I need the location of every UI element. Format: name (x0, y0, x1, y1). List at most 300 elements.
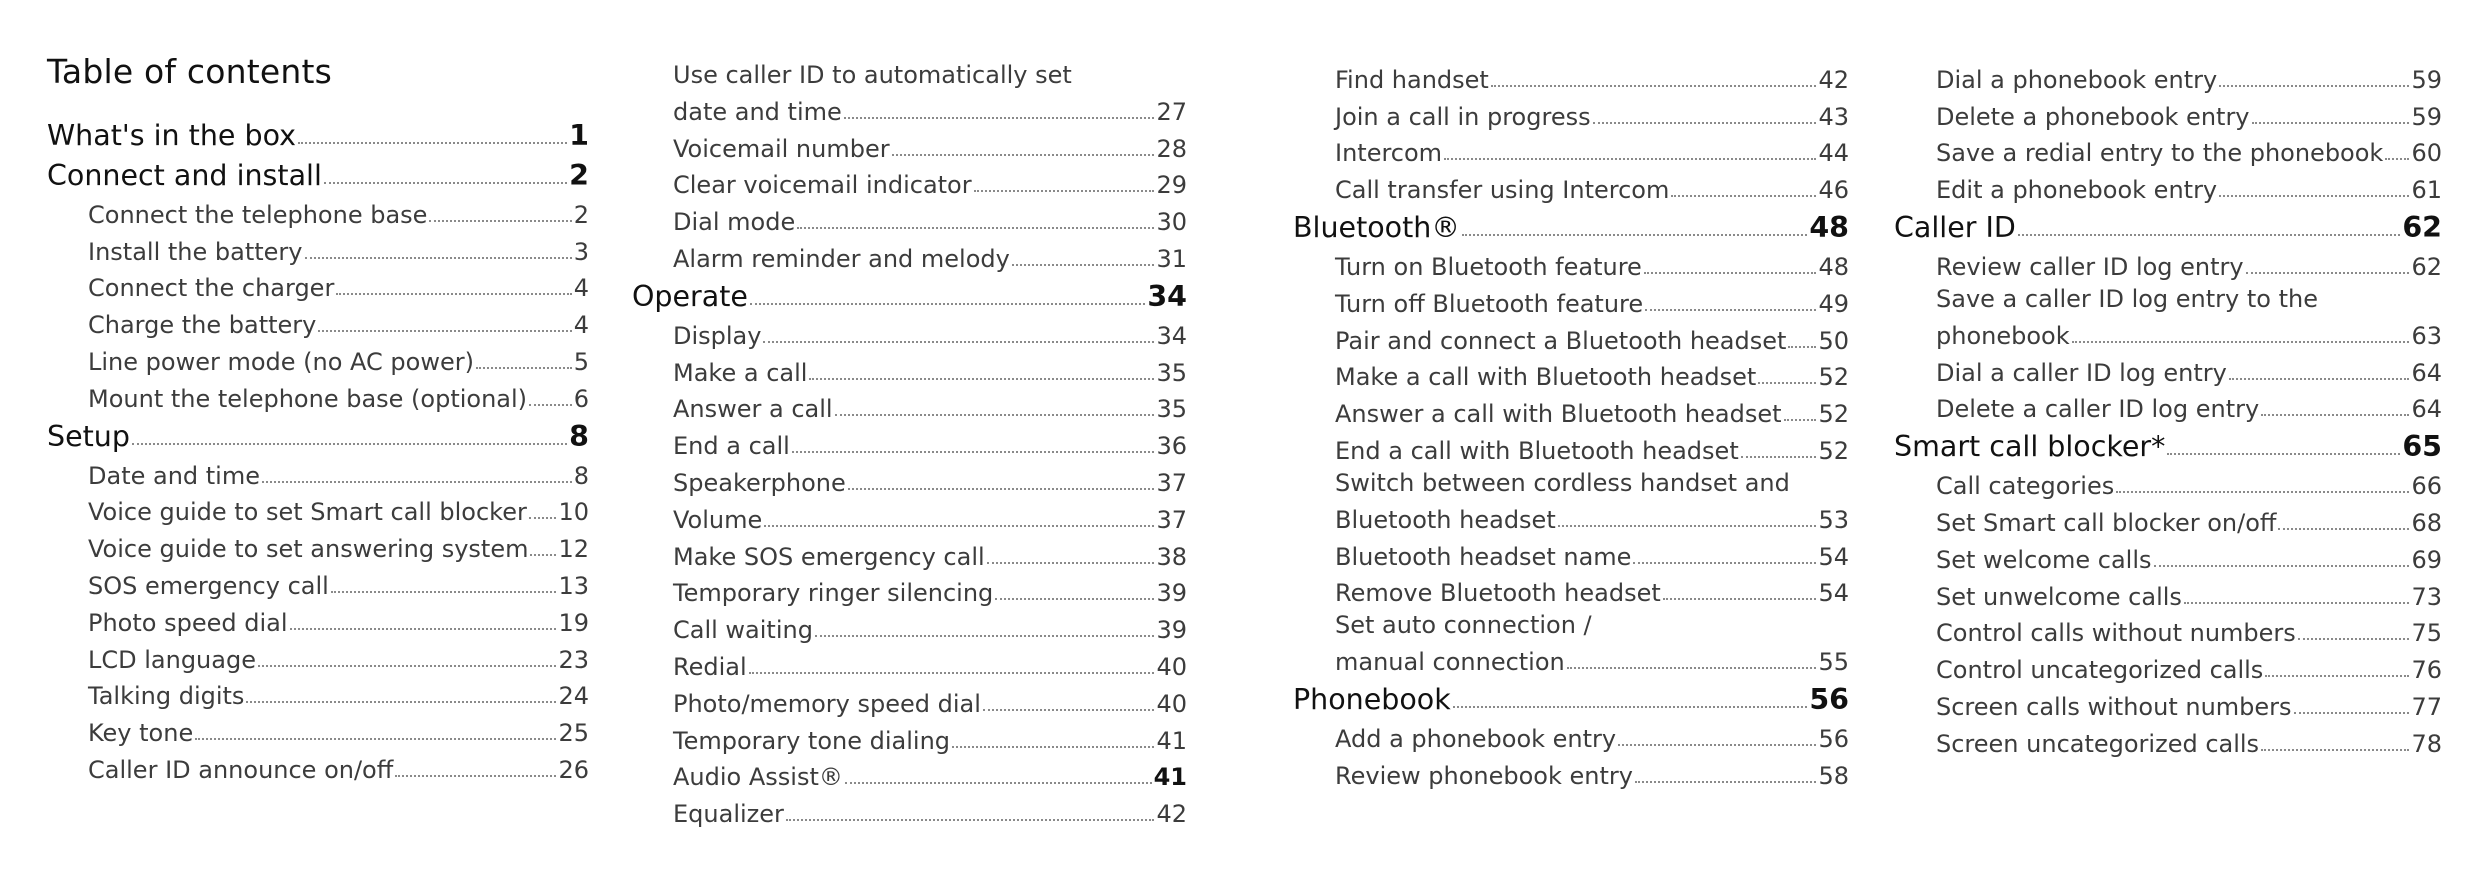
dot-leader (952, 746, 1154, 748)
page-number: 26 (558, 755, 589, 784)
dot-leader (845, 782, 1152, 784)
toc-entry[interactable] (632, 313, 1187, 350)
toc-entry[interactable] (47, 229, 589, 266)
page-number: 4 (573, 311, 589, 340)
page-number: 2 (573, 200, 589, 229)
toc-entry[interactable] (1894, 131, 2442, 168)
page-number: 39 (1156, 579, 1187, 608)
dot-leader (2116, 491, 2409, 493)
page-number: 73 (2411, 582, 2442, 611)
toc-entry[interactable] (632, 460, 1187, 497)
toc-entry-label: Bluetooth headset (1335, 505, 1556, 534)
page-number: 24 (558, 682, 589, 711)
dot-leader (2265, 675, 2409, 677)
page-number: 42 (1156, 800, 1187, 829)
toc-entry-label: Talking digits (88, 682, 245, 711)
toc-entry[interactable] (632, 755, 1187, 792)
page-number: 41 (1156, 726, 1187, 755)
page-number: 52 (1818, 400, 1849, 429)
toc-entry[interactable] (632, 571, 1187, 608)
page-number: 8 (573, 461, 589, 490)
page-number: 54 (1818, 542, 1849, 571)
page-number: 65 (2402, 430, 2442, 464)
toc-entry-label: Add a phonebook entry (1335, 724, 1617, 753)
toc-entry[interactable] (1894, 537, 2442, 574)
toc-entry-label: Key tone (88, 719, 194, 748)
dot-leader (324, 182, 567, 184)
toc-entry-label: Answer a call (673, 395, 833, 424)
dot-leader (1741, 456, 1817, 458)
page-number: 31 (1156, 244, 1187, 273)
toc-entry[interactable] (47, 192, 589, 229)
page-number: 54 (1818, 579, 1849, 608)
toc-entry[interactable] (632, 644, 1187, 681)
toc-section[interactable] (47, 112, 589, 152)
page-number: 62 (2411, 252, 2442, 281)
page-number: 35 (1156, 395, 1187, 424)
page-number: 59 (2411, 65, 2442, 94)
toc-entry[interactable] (1894, 350, 2442, 387)
page-number: 38 (1156, 542, 1187, 571)
page-number: 49 (1818, 289, 1849, 318)
toc-entry[interactable] (47, 266, 589, 303)
dot-leader (395, 775, 556, 777)
dot-leader (1663, 598, 1817, 600)
toc-entry[interactable] (1894, 463, 2442, 500)
dot-leader (1645, 309, 1816, 311)
toc-entry[interactable] (632, 350, 1187, 387)
toc-entry[interactable] (1894, 500, 2442, 537)
toc-entry-label: Dial mode (673, 208, 796, 237)
dot-leader (318, 330, 571, 332)
toc-entry[interactable] (1293, 244, 1849, 281)
dot-leader (987, 562, 1155, 564)
toc-entry[interactable] (47, 747, 589, 784)
page-number: 55 (1818, 648, 1849, 677)
toc-entry[interactable] (1894, 94, 2442, 131)
dot-leader (892, 154, 1155, 156)
toc-entry[interactable] (1894, 684, 2442, 721)
page-number: 37 (1156, 468, 1187, 497)
toc-entry-label: Bluetooth headset name (1335, 542, 1632, 571)
page-number: 25 (558, 719, 589, 748)
toc-entry[interactable] (1894, 244, 2442, 281)
toc-column-3 (1293, 57, 1849, 790)
dot-leader (2018, 234, 2400, 236)
dot-leader (1758, 382, 1816, 384)
dot-leader (2261, 749, 2409, 751)
dot-leader (1593, 122, 1817, 124)
toc-entry-label: Save a redial entry to the phonebook (1936, 139, 2384, 168)
toc-entry-label: Set welcome calls (1936, 545, 2152, 574)
toc-column-2 (632, 57, 1187, 828)
page-number: 36 (1156, 432, 1187, 461)
toc-entry[interactable] (632, 163, 1187, 200)
toc-entry[interactable] (47, 339, 589, 376)
page-number: 50 (1818, 326, 1849, 355)
toc-section[interactable] (1894, 423, 2442, 463)
dot-leader (2278, 528, 2409, 530)
toc-entry-label: Answer a call with Bluetooth headset (1335, 400, 1782, 429)
toc-section-label: Bluetooth® (1293, 211, 1460, 245)
toc-entry-label: Equalizer (673, 800, 784, 829)
toc-entry-label: Redial (673, 652, 747, 681)
toc-entry[interactable] (47, 376, 589, 413)
toc-entry[interactable] (47, 490, 589, 527)
page-number: 1 (569, 119, 589, 152)
dot-leader (983, 709, 1155, 711)
page-number: 78 (2411, 729, 2442, 758)
toc-entry[interactable] (47, 637, 589, 674)
dot-leader (476, 367, 572, 369)
page-number: 12 (558, 535, 589, 564)
toc-section[interactable] (1894, 204, 2442, 244)
toc-entry-label: Install the battery (88, 237, 303, 266)
toc-entry-label: Call transfer using Intercom (1335, 176, 1670, 205)
page-number: 27 (1156, 97, 1187, 126)
dot-leader (530, 554, 556, 556)
toc-entry-label: Temporary tone dialing (673, 726, 951, 755)
page-number: 42 (1818, 65, 1849, 94)
dot-leader (1444, 158, 1816, 160)
toc-entry-label: Find handset (1335, 65, 1489, 94)
dot-leader (529, 517, 557, 519)
toc-entry-label: Dial a phonebook entry (1936, 65, 2218, 94)
page-number: 68 (2411, 508, 2442, 537)
toc-entry[interactable] (1293, 716, 1849, 753)
dot-leader (2184, 602, 2410, 604)
toc-entry-label: Turn off Bluetooth feature (1335, 289, 1644, 318)
dot-leader (1491, 85, 1817, 87)
dot-leader (764, 525, 1154, 527)
toc-section-label: Setup (47, 419, 130, 453)
page-number: 63 (2411, 321, 2442, 350)
toc-entry-label: Pair and connect a Bluetooth headset (1335, 326, 1787, 355)
toc-entry-label: Alarm reminder and melody (673, 244, 1010, 273)
dot-leader (844, 117, 1155, 119)
dot-leader (246, 701, 556, 703)
page-number: 48 (1818, 252, 1849, 281)
page-number: 39 (1156, 616, 1187, 645)
toc-section[interactable] (632, 273, 1187, 313)
dot-leader (132, 443, 567, 445)
toc-entry-label: Speakerphone (673, 468, 846, 497)
toc-entry[interactable] (632, 534, 1187, 571)
page-number: 34 (1147, 279, 1187, 313)
toc-entry[interactable] (1293, 355, 1849, 392)
toc-entry[interactable] (632, 387, 1187, 424)
page-number: 23 (558, 645, 589, 674)
toc-entry[interactable] (1894, 313, 2442, 350)
toc-entry-label: Make a call with Bluetooth headset (1335, 363, 1757, 392)
dot-leader (835, 414, 1155, 416)
page-number: 56 (1818, 724, 1849, 753)
toc-entry-line (1293, 465, 1849, 497)
toc-entry[interactable] (1293, 534, 1849, 571)
page-number: 58 (1818, 761, 1849, 790)
toc-entry[interactable] (47, 710, 589, 747)
toc-entry[interactable] (1293, 131, 1849, 168)
toc-entry-label: Set unwelcome calls (1936, 582, 2182, 611)
dot-leader (258, 665, 556, 667)
toc-entry[interactable] (632, 236, 1187, 273)
dot-leader (1618, 744, 1816, 746)
toc-entry-label: phonebook (1936, 321, 2070, 350)
toc-entry-label: Turn on Bluetooth feature (1335, 252, 1642, 281)
page-number: 2 (569, 159, 589, 192)
toc-entry[interactable] (47, 600, 589, 637)
toc-entry[interactable] (47, 563, 589, 600)
page-number: 75 (2411, 619, 2442, 648)
page-number: 60 (2411, 139, 2442, 168)
toc-entry-label: Temporary ringer silencing (673, 579, 994, 608)
page-number: 44 (1818, 139, 1849, 168)
toc-entry[interactable] (1894, 647, 2442, 684)
page-number: 3 (573, 237, 589, 266)
dot-leader (763, 341, 1154, 343)
toc-entry-label: Call waiting (673, 616, 813, 645)
toc-entry-label: Photo speed dial (88, 608, 288, 637)
toc-entry-label: Call categories (1936, 472, 2115, 501)
toc-column-1 (47, 112, 589, 784)
page-number: 52 (1818, 436, 1849, 465)
toc-entry-label: Audio Assist® (673, 763, 843, 792)
toc-entry[interactable] (632, 681, 1187, 718)
dot-leader (529, 404, 572, 406)
page-number: 30 (1156, 208, 1187, 237)
toc-entry-label: Voicemail number (673, 134, 890, 163)
toc-entry-label: Voice guide to set answering system (88, 535, 529, 564)
toc-entry[interactable] (1293, 167, 1849, 204)
page-number: 69 (2411, 545, 2442, 574)
toc-entry-label: Line power mode (no AC power) (88, 347, 474, 376)
toc-entry[interactable] (1894, 611, 2442, 648)
dot-leader (331, 591, 557, 593)
toc-section-label: Operate (632, 279, 748, 313)
toc-entry-label: manual connection (1335, 648, 1565, 677)
toc-entry[interactable] (1293, 753, 1849, 790)
toc-entry[interactable] (1293, 281, 1849, 318)
page-number: 40 (1156, 689, 1187, 718)
toc-entry[interactable] (632, 126, 1187, 163)
toc-entry-label: Mount the telephone base (optional) (88, 384, 528, 413)
page-number: 19 (558, 608, 589, 637)
page-number: 41 (1153, 763, 1187, 792)
toc-entry-label: Dial a caller ID log entry (1936, 358, 2227, 387)
toc-entry[interactable] (1293, 94, 1849, 131)
page-number: 40 (1156, 652, 1187, 681)
page-number: 76 (2411, 656, 2442, 685)
toc-entry-label: Join a call in progress (1335, 102, 1591, 131)
toc-entry-label: Delete a phonebook entry (1936, 102, 2250, 131)
dot-leader (2298, 638, 2410, 640)
page-number: 4 (573, 274, 589, 303)
dot-leader (1012, 264, 1155, 266)
toc-entry-label: Connect the telephone base (88, 200, 428, 229)
toc-entry-line (1894, 281, 2442, 313)
toc-entry[interactable] (1293, 391, 1849, 428)
dot-leader (262, 481, 572, 483)
page-title: Table of contents (47, 52, 333, 91)
page-number: 59 (2411, 102, 2442, 131)
toc-entry[interactable] (47, 453, 589, 490)
toc-entry[interactable] (1894, 167, 2442, 204)
toc-entry-label: Set auto connection / (1335, 611, 1592, 640)
page-number: 6 (573, 384, 589, 413)
toc-section[interactable] (1293, 676, 1849, 716)
toc-entry[interactable] (1894, 57, 2442, 94)
toc-entry-label: Display (673, 321, 762, 350)
toc-entry-label: Screen calls without numbers (1936, 692, 2292, 721)
toc-entry-label: Voice guide to set Smart call blocker (88, 498, 527, 527)
toc-entry[interactable] (1894, 574, 2442, 611)
dot-leader (848, 488, 1155, 490)
page-number: 77 (2411, 692, 2442, 721)
page-number: 66 (2411, 472, 2442, 501)
dot-leader (2219, 85, 2409, 87)
page-number: 8 (569, 419, 589, 453)
toc-entry-label: Make a call (673, 358, 808, 387)
page-number: 43 (1818, 102, 1849, 131)
toc-entry[interactable] (1293, 57, 1849, 94)
dot-leader (195, 738, 556, 740)
dot-leader (2229, 378, 2410, 380)
toc-entry-label: Review phonebook entry (1335, 761, 1633, 790)
toc-entry[interactable] (632, 89, 1187, 126)
dot-leader (974, 190, 1155, 192)
dot-leader (2072, 341, 2410, 343)
toc-entry[interactable] (632, 791, 1187, 828)
toc-entry-label: Control calls without numbers (1936, 619, 2296, 648)
dot-leader (2167, 453, 2400, 455)
dot-leader (815, 635, 1154, 637)
page-number: 48 (1809, 211, 1849, 245)
toc-entry-label: Delete a caller ID log entry (1936, 395, 2260, 424)
toc-entry-line (1293, 607, 1849, 639)
toc-section[interactable] (47, 152, 589, 192)
toc-entry-label: SOS emergency call (88, 571, 329, 600)
page-number: 52 (1818, 363, 1849, 392)
toc-section-label: Smart call blocker* (1894, 430, 2166, 464)
dot-leader (809, 378, 1154, 380)
toc-section-label: Caller ID (1894, 211, 2016, 245)
toc-entry[interactable] (1293, 639, 1849, 676)
page-number: 35 (1156, 358, 1187, 387)
dot-leader (2246, 272, 2410, 274)
toc-entry-label: Control uncategorized calls (1936, 656, 2264, 685)
toc-entry-label: Intercom (1335, 139, 1443, 168)
toc-entry[interactable] (632, 607, 1187, 644)
toc-entry-label: LCD language (88, 645, 256, 674)
dot-leader (1644, 272, 1817, 274)
toc-section[interactable] (47, 413, 589, 453)
page-number: 37 (1156, 505, 1187, 534)
toc-entry-label: Review caller ID log entry (1936, 252, 2244, 281)
toc-entry-label: Use caller ID to automatically set (673, 61, 1072, 89)
toc-entry-line (632, 57, 1187, 89)
toc-column-4 (1894, 57, 2442, 758)
page-number: 5 (573, 347, 589, 376)
page-number: 64 (2411, 395, 2442, 424)
dot-leader (1567, 667, 1817, 669)
toc-entry[interactable] (1293, 318, 1849, 355)
dot-leader (786, 819, 1155, 821)
dot-leader (750, 303, 1145, 305)
toc-section-label: What's in the box (47, 119, 297, 152)
dot-leader (1453, 706, 1808, 708)
toc-section[interactable] (1293, 204, 1849, 244)
dot-leader (1633, 562, 1816, 564)
dot-leader (1462, 234, 1807, 236)
toc-entry[interactable] (1293, 497, 1849, 534)
toc-entry-label: Connect the charger (88, 274, 335, 303)
dot-leader (2252, 122, 2410, 124)
dot-leader (749, 672, 1155, 674)
dot-leader (290, 628, 557, 630)
dot-leader (1784, 419, 1817, 421)
page-number: 34 (1156, 321, 1187, 350)
toc-entry[interactable] (632, 718, 1187, 755)
dot-leader (336, 293, 571, 295)
toc-entry[interactable] (632, 497, 1187, 534)
toc-entry-label: Charge the battery (88, 311, 317, 340)
toc-entry-label: date and time (673, 97, 842, 126)
toc-entry[interactable] (1293, 428, 1849, 465)
toc-entry-label: Edit a phonebook entry (1936, 176, 2218, 205)
dot-leader (298, 142, 567, 144)
dot-leader (2385, 158, 2409, 160)
toc-section-label: Phonebook (1293, 683, 1451, 717)
page-number: 61 (2411, 176, 2442, 205)
page-number: 10 (558, 498, 589, 527)
dot-leader (1558, 525, 1817, 527)
toc-entry[interactable] (47, 526, 589, 563)
dot-leader (2154, 565, 2410, 567)
toc-entry[interactable] (632, 199, 1187, 236)
toc-entry-label: End a call (673, 432, 790, 461)
dot-leader (2261, 414, 2409, 416)
dot-leader (305, 257, 572, 259)
dot-leader (995, 598, 1154, 600)
toc-entry[interactable] (1894, 387, 2442, 424)
page-number: 28 (1156, 134, 1187, 163)
toc-entry[interactable] (47, 302, 589, 339)
page-number: 53 (1818, 505, 1849, 534)
toc-entry-label: Switch between cordless handset and (1335, 468, 1790, 497)
dot-leader (1635, 781, 1817, 783)
page-number: 64 (2411, 358, 2442, 387)
page-number: 56 (1809, 683, 1849, 717)
toc-entry[interactable] (1293, 571, 1849, 608)
page-number: 46 (1818, 176, 1849, 205)
toc-entry-label: Caller ID announce on/off (88, 755, 394, 784)
toc-entry-label: Volume (673, 505, 763, 534)
page-number: 29 (1156, 171, 1187, 200)
dot-leader (792, 451, 1155, 453)
toc-entry-label: Make SOS emergency call (673, 542, 985, 571)
dot-leader (2294, 712, 2410, 714)
page-number: 13 (558, 571, 589, 600)
toc-entry-label: Set Smart call blocker on/off (1936, 508, 2277, 537)
toc-entry-label: Date and time (88, 461, 260, 490)
dot-leader (797, 227, 1154, 229)
toc-entry[interactable] (1894, 721, 2442, 758)
toc-entry-label: Save a caller ID log entry to the (1936, 284, 2318, 313)
toc-section-label: Connect and install (47, 159, 322, 192)
toc-entry[interactable] (47, 674, 589, 711)
dot-leader (429, 220, 571, 222)
toc-entry[interactable] (632, 423, 1187, 460)
